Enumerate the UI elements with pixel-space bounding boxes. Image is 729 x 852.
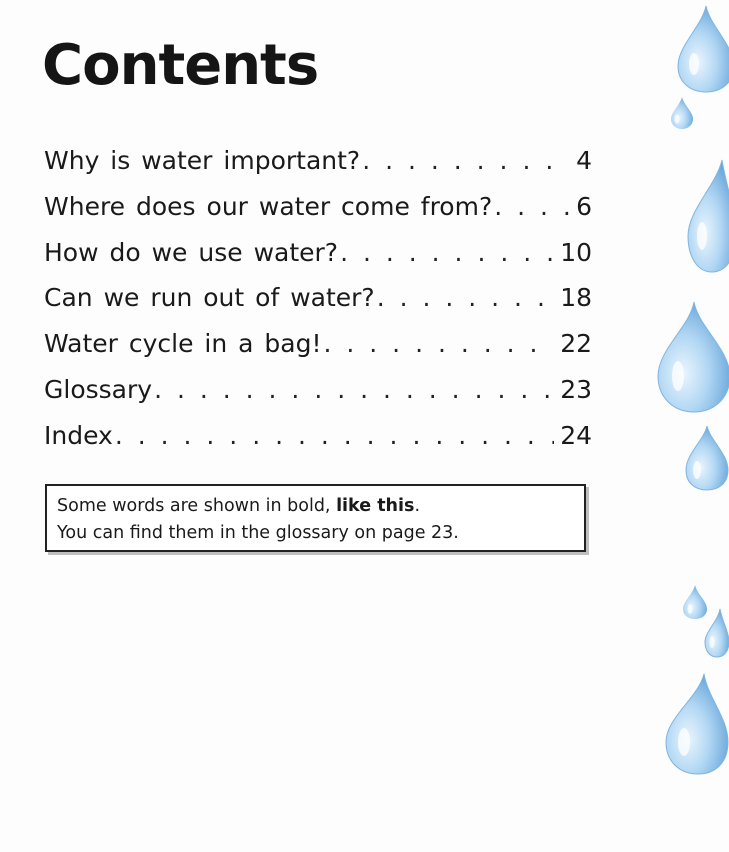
- toc-entry-label: Where does our water come from?: [44, 191, 493, 221]
- toc-entry[interactable]: [44, 413, 592, 459]
- toc-dot-leader: [115, 413, 554, 459]
- water-drop-icon: [664, 672, 729, 776]
- toc-entry-page: 10: [560, 237, 592, 267]
- toc-entry[interactable]: [44, 138, 592, 184]
- note-line-1-text: Some words are shown in bold,: [57, 496, 337, 516]
- toc-entry[interactable]: [44, 275, 592, 321]
- toc-entry-page: 24: [560, 420, 592, 450]
- toc-dot-leader: [494, 184, 570, 230]
- water-drop-icon: [670, 96, 694, 130]
- note-line-1-end: .: [414, 496, 421, 516]
- water-drop-icon: [702, 608, 729, 658]
- toc-entry-label: Index: [44, 420, 113, 450]
- toc-entry[interactable]: [44, 184, 592, 230]
- toc-entry-label: Water cycle in a bag!: [44, 329, 322, 359]
- toc-entry-page: 6: [576, 191, 592, 221]
- toc-entry-label: Glossary: [44, 374, 153, 404]
- toc-dot-leader: [324, 321, 555, 367]
- toc-entry[interactable]: [44, 367, 592, 413]
- toc-entry-label: How do we use water?: [44, 237, 339, 267]
- table-of-contents: [44, 138, 592, 459]
- note-line-1: [57, 493, 574, 520]
- toc-dot-leader: [362, 138, 570, 184]
- page-title: Contents: [42, 33, 319, 98]
- water-drop-icon: [656, 300, 729, 414]
- water-drop-icon: [684, 424, 729, 492]
- toc-entry[interactable]: [44, 321, 592, 367]
- toc-dot-leader: [154, 367, 554, 413]
- note-bold-example: like this: [336, 496, 415, 516]
- toc-entry-page: 23: [560, 374, 592, 404]
- toc-dot-leader: [377, 275, 555, 321]
- note-line-2: You can find them in the glossary on page 23.: [57, 523, 459, 543]
- toc-entry-page: 22: [560, 329, 592, 359]
- toc-entry-page: 4: [576, 146, 592, 175]
- toc-dot-leader: [340, 230, 554, 276]
- glossary-note-box: [45, 484, 586, 552]
- water-drop-icon: [676, 4, 729, 94]
- toc-entry-label: Why is water important?: [44, 146, 361, 175]
- water-drop-icon: [686, 158, 729, 274]
- toc-entry-label: Can we run out of water?: [44, 283, 375, 313]
- toc-entry[interactable]: [44, 230, 592, 276]
- toc-entry-page: 18: [560, 283, 592, 313]
